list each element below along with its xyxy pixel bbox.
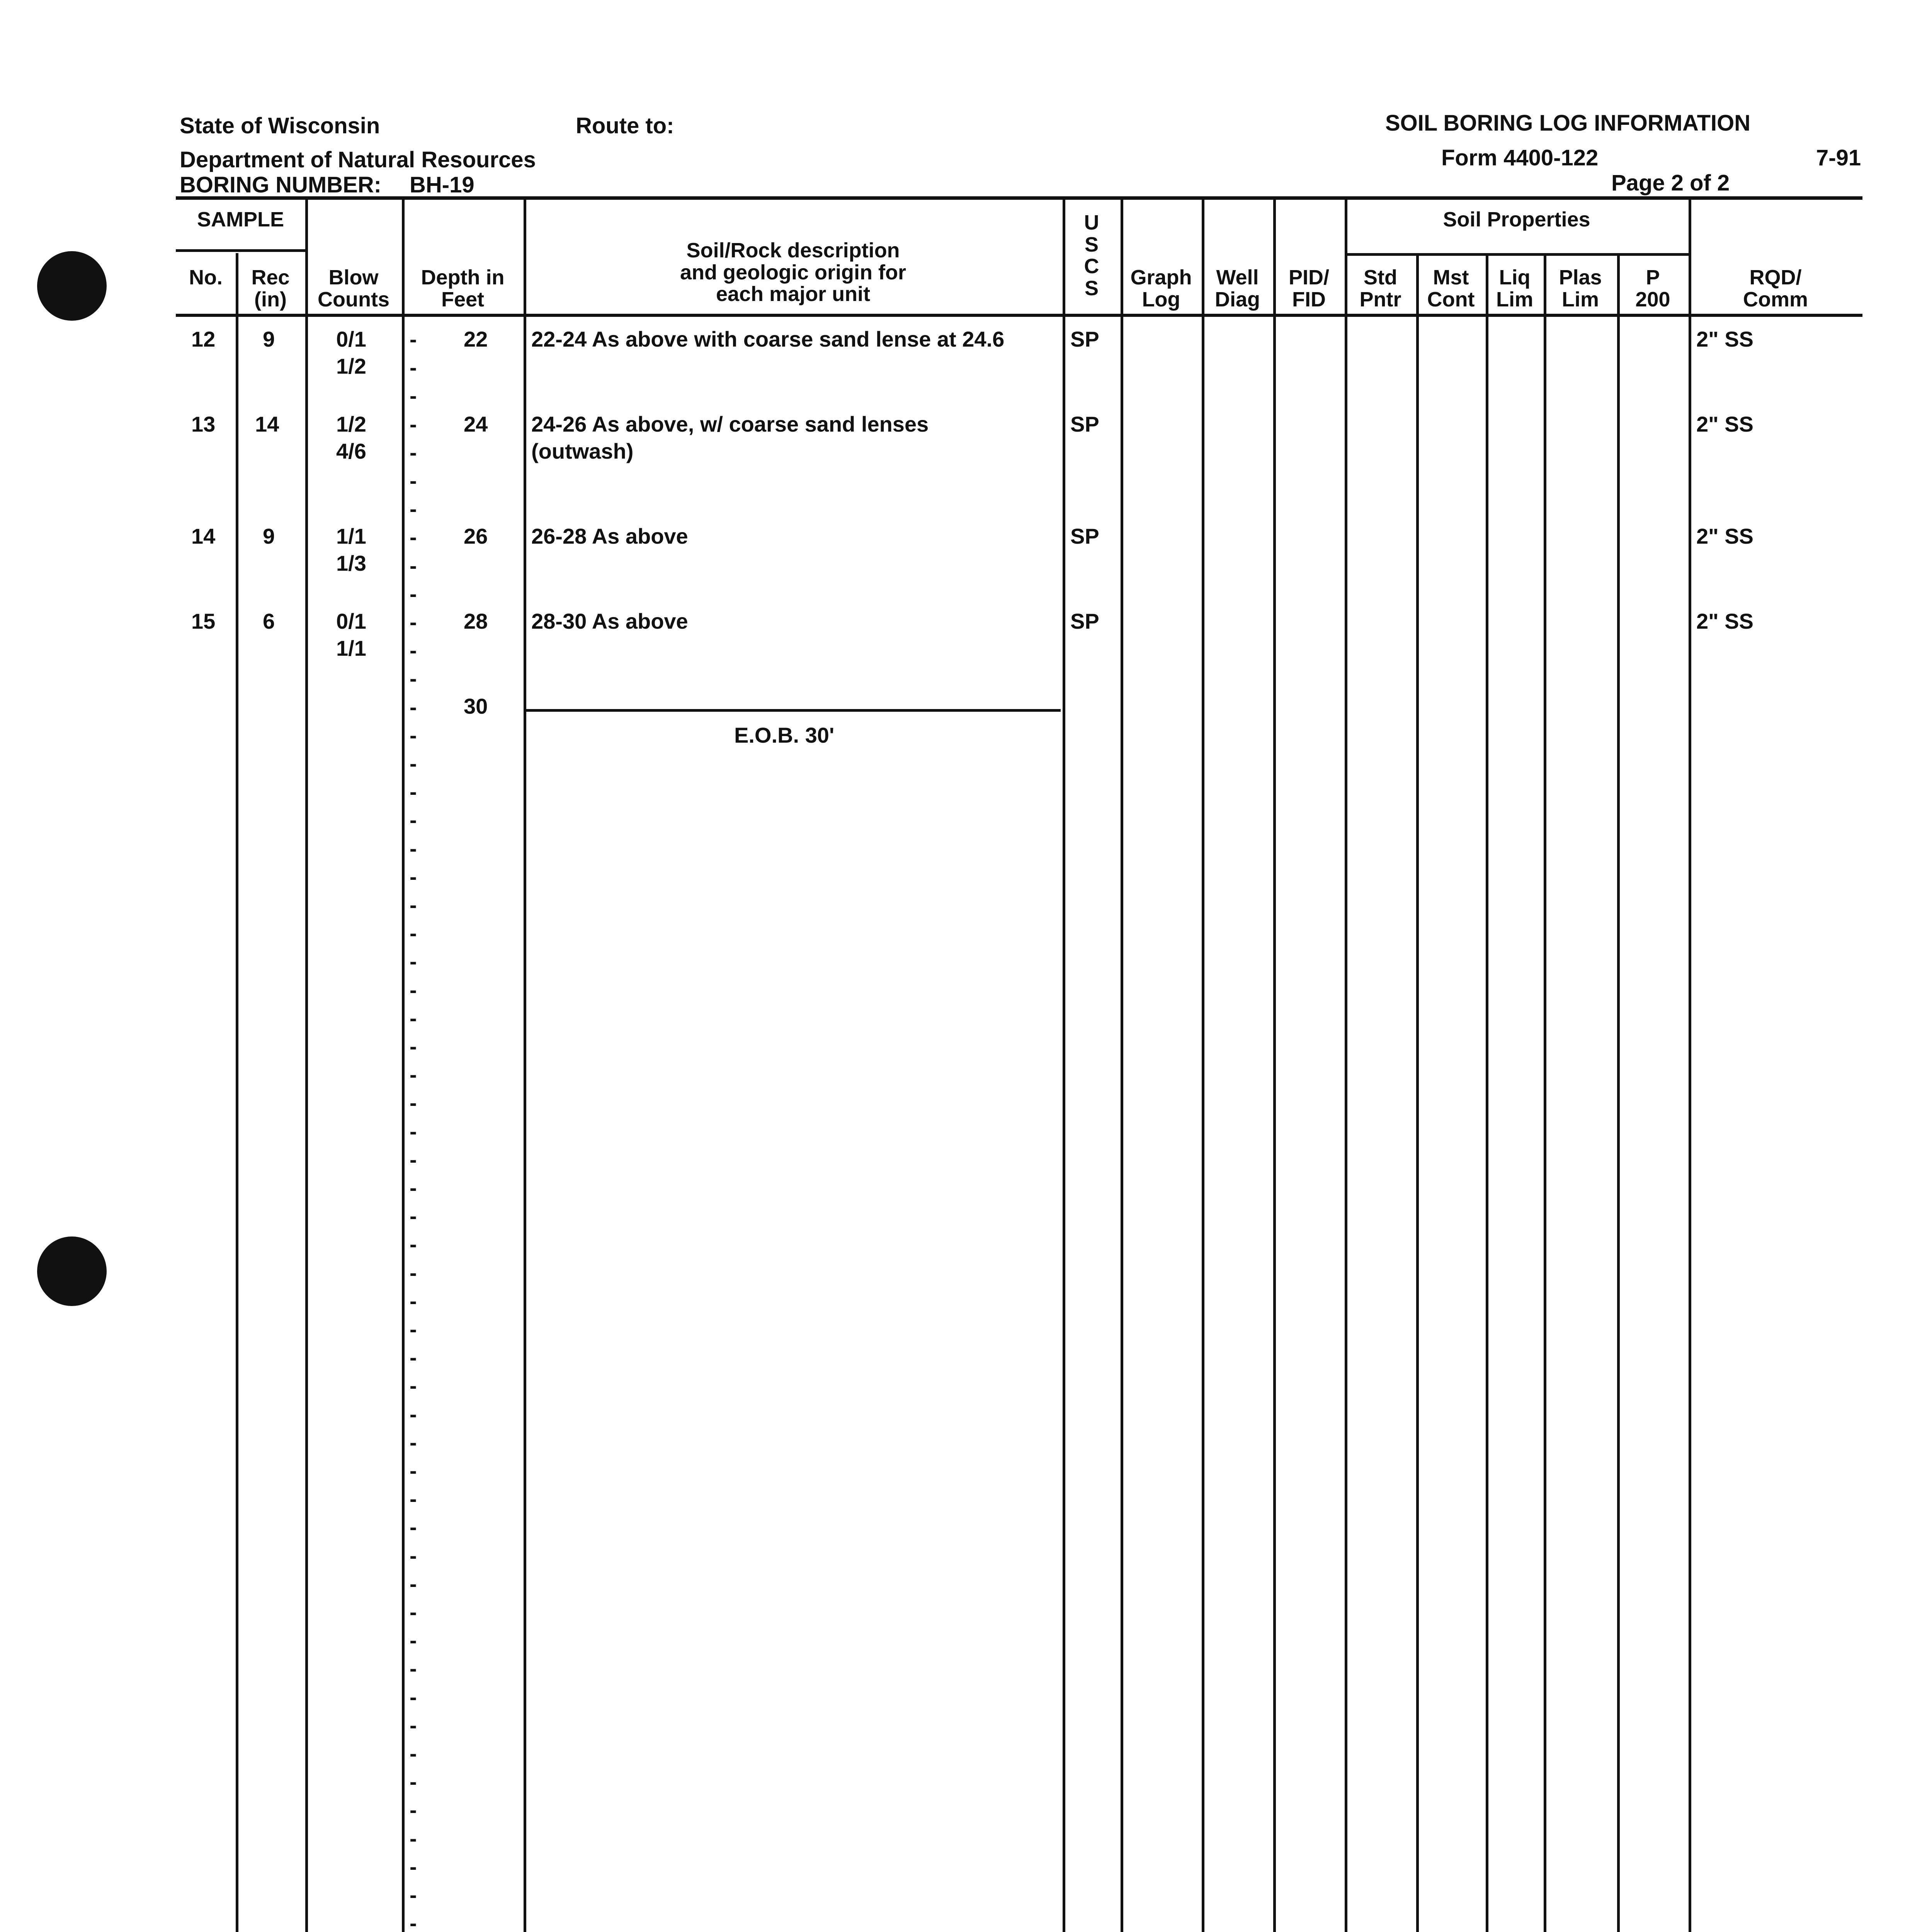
std-header-line2: Pntr [1359, 287, 1401, 311]
col-divider [236, 253, 238, 1932]
depth-tick: - [410, 1006, 417, 1030]
depth-tick: - [410, 1345, 417, 1369]
description-header-line3: each major unit [716, 282, 871, 306]
graph-log-header [1121, 267, 1202, 310]
depth-tick: - [410, 1741, 417, 1765]
soil-description: 28-30 As above [531, 609, 688, 633]
depth-tick: - [410, 1458, 417, 1483]
rqd-comm-header [1689, 267, 1862, 310]
depth-tick: - [410, 1769, 417, 1794]
depth-tick: - [410, 1317, 417, 1341]
depth-tick: - [410, 1289, 417, 1313]
depth-tick: - [410, 327, 417, 351]
sample-no: 14 [191, 524, 216, 548]
description-header-line2: and geologic origin for [680, 260, 906, 284]
depth-tick: - [410, 1119, 417, 1143]
blow-header-line2: Counts [318, 287, 389, 311]
well-diag-header [1202, 267, 1273, 310]
depth-tick: - [410, 1628, 417, 1652]
plas-lim-header [1544, 267, 1617, 310]
p200-header-line2: 200 [1635, 287, 1670, 311]
depth-tick: - [410, 1147, 417, 1172]
uscs-header-s1: S [1084, 233, 1099, 256]
soil-description-cont: (outwash) [531, 439, 634, 463]
col-divider [1486, 253, 1488, 1932]
depth-tick: - [410, 1486, 417, 1511]
std-header-line1: Std [1364, 266, 1397, 289]
rqd-header-line1: RQD/ [1749, 266, 1802, 289]
uscs-header-c: C [1084, 255, 1099, 278]
col-divider [524, 199, 526, 1932]
std-pntr-header [1345, 267, 1416, 310]
depth-tick: - [410, 836, 417, 861]
uscs-header-u: U [1084, 211, 1099, 234]
eob-rule [526, 709, 1061, 712]
uscs-code: SP [1070, 327, 1099, 351]
depth-tick: - [410, 497, 417, 521]
sample-header: SAMPLE [197, 208, 284, 231]
mst-header-line2: Cont [1427, 287, 1475, 311]
form-date: 7-91 [1816, 145, 1861, 170]
plas-header-line1: Plas [1559, 266, 1602, 289]
liq-lim-header [1486, 267, 1544, 310]
form-number: Form 4400-122 [1441, 145, 1599, 170]
depth-tick: - [410, 893, 417, 917]
col-divider [305, 199, 308, 1932]
depth-tick: - [410, 1090, 417, 1115]
depth-tick: - [410, 1373, 417, 1398]
liq-header-line1: Liq [1499, 266, 1531, 289]
table-top-rule [176, 196, 1862, 200]
depth-tick: - [410, 1685, 417, 1709]
sample-no: 12 [191, 327, 216, 351]
depth-tick: - [410, 1034, 417, 1058]
rec-header-line1: Rec [251, 266, 290, 289]
rec-header-line2: (in) [254, 287, 287, 311]
well-header-line1: Well [1216, 266, 1259, 289]
depth-tick: - [410, 1543, 417, 1568]
description-header-line1: Soil/Rock description [686, 239, 900, 262]
col-divider [402, 199, 405, 1932]
blow-count: 1/2 [336, 412, 366, 436]
mst-header-line1: Mst [1433, 266, 1469, 289]
recovery: 9 [263, 524, 275, 548]
uscs-header [1063, 212, 1121, 299]
soil-properties-header: Soil Properties [1443, 208, 1590, 231]
binder-hole-top [37, 251, 107, 321]
col-divider [1202, 199, 1204, 1932]
depth-header-line1: Depth in [421, 266, 505, 289]
recovery: 9 [263, 327, 275, 351]
depth-tick: - [410, 751, 417, 776]
state-label: State of Wisconsin [180, 113, 380, 138]
depth-tick: - [410, 666, 417, 690]
depth-tick: - [410, 779, 417, 804]
pid-header-line2: FID [1292, 287, 1326, 311]
depth-tick: - [410, 1430, 417, 1454]
depth-tick: - [410, 723, 417, 747]
blow-count: 1/1 [336, 636, 366, 660]
graph-header-line2: Log [1142, 287, 1180, 311]
col-divider [1416, 253, 1419, 1932]
depth-tick: - [410, 1854, 417, 1879]
form-title: SOIL BORING LOG INFORMATION [1385, 111, 1751, 136]
depth-tick: - [410, 1232, 417, 1256]
depth-tick: - [410, 355, 417, 379]
soil-properties-rule [1345, 253, 1689, 256]
rec-header [236, 267, 305, 310]
blow-count: 0/1 [336, 609, 366, 633]
blow-count: 4/6 [336, 439, 366, 463]
blow-count: 1/1 [336, 524, 366, 548]
depth-tick: - [410, 695, 417, 719]
page-indicator: Page 2 of 2 [1611, 170, 1730, 196]
depth-tick: - [410, 468, 417, 493]
blow-count: 1/2 [336, 354, 366, 378]
soil-description: 24-26 As above, w/ coarse sand lenses [531, 412, 929, 436]
depth-value-final: 30 [464, 694, 488, 718]
blow-counts-header [305, 267, 402, 310]
depth-tick: - [410, 1656, 417, 1680]
depth-tick: - [410, 582, 417, 606]
uscs-code: SP [1070, 609, 1099, 633]
blow-header-line1: Blow [328, 266, 379, 289]
depth-tick: - [410, 1571, 417, 1596]
comment: 2" SS [1696, 524, 1753, 548]
depth-tick: - [410, 553, 417, 578]
depth-tick: - [410, 1911, 417, 1932]
liq-header-line2: Lim [1496, 287, 1533, 311]
plas-header-line2: Lim [1561, 287, 1599, 311]
description-header [524, 240, 1063, 305]
depth-tick: - [410, 1713, 417, 1737]
sample-no: 15 [191, 609, 216, 633]
blow-count: 1/3 [336, 551, 366, 575]
depth-tick: - [410, 383, 417, 408]
depth-tick: - [410, 440, 417, 464]
well-header-line2: Diag [1214, 287, 1260, 311]
depth-header [402, 267, 524, 310]
depth-tick: - [410, 638, 417, 662]
col-divider [1689, 199, 1691, 1932]
depth-tick: - [410, 1600, 417, 1624]
col-divider [1544, 253, 1546, 1932]
depth-value: 28 [464, 609, 488, 633]
comment: 2" SS [1696, 327, 1753, 351]
depth-tick: - [410, 1515, 417, 1539]
uscs-code: SP [1070, 412, 1099, 436]
col-divider [1617, 253, 1620, 1932]
depth-header-line2: Feet [441, 287, 485, 311]
depth-value: 22 [464, 327, 488, 351]
department-label: Department of Natural Resources [180, 147, 536, 172]
p200-header [1617, 267, 1689, 310]
sample-no: 13 [191, 412, 216, 436]
comment: 2" SS [1696, 412, 1753, 436]
depth-tick: - [410, 1175, 417, 1200]
depth-tick: - [410, 525, 417, 549]
col-divider [1063, 199, 1065, 1932]
binder-hole-middle [37, 1236, 107, 1306]
depth-tick: - [410, 978, 417, 1002]
boring-number-label: BORING NUMBER: [180, 172, 381, 197]
depth-tick: - [410, 412, 417, 436]
depth-tick: - [410, 864, 417, 889]
col-divider [1345, 199, 1347, 1932]
depth-value: 24 [464, 412, 488, 436]
pid-fid-header [1273, 267, 1345, 310]
boring-number: BH-19 [410, 172, 474, 197]
depth-tick: - [410, 1260, 417, 1285]
blow-count: 0/1 [336, 327, 366, 351]
rqd-header-line2: Comm [1743, 287, 1808, 311]
graph-header-line1: Graph [1130, 266, 1192, 289]
depth-tick: - [410, 1883, 417, 1907]
recovery: 14 [255, 412, 279, 436]
depth-tick: - [410, 1402, 417, 1426]
p200-header-line1: P [1646, 266, 1660, 289]
route-to-label: Route to: [576, 113, 674, 138]
recovery: 6 [263, 609, 275, 633]
depth-tick: - [410, 921, 417, 945]
depth-tick: - [410, 1826, 417, 1850]
end-of-boring: E.O.B. 30' [734, 723, 835, 747]
soil-description: 26-28 As above [531, 524, 688, 548]
mst-cont-header [1416, 267, 1486, 310]
pid-header-line1: PID/ [1288, 266, 1330, 289]
header-bottom-rule [176, 314, 1862, 317]
depth-value: 26 [464, 524, 488, 548]
depth-tick: - [410, 949, 417, 973]
col-divider [1273, 199, 1276, 1932]
uscs-header-s2: S [1084, 277, 1099, 300]
depth-tick: - [410, 808, 417, 832]
no-header: No. [189, 266, 223, 289]
col-divider [1121, 199, 1123, 1932]
uscs-code: SP [1070, 524, 1099, 548]
depth-tick: - [410, 610, 417, 634]
sample-header-rule [176, 249, 305, 252]
depth-tick: - [410, 1204, 417, 1228]
depth-tick: - [410, 1798, 417, 1822]
soil-description: 22-24 As above with coarse sand lense at 24.6 [531, 327, 1005, 351]
depth-tick: - [410, 1062, 417, 1087]
comment: 2" SS [1696, 609, 1753, 633]
